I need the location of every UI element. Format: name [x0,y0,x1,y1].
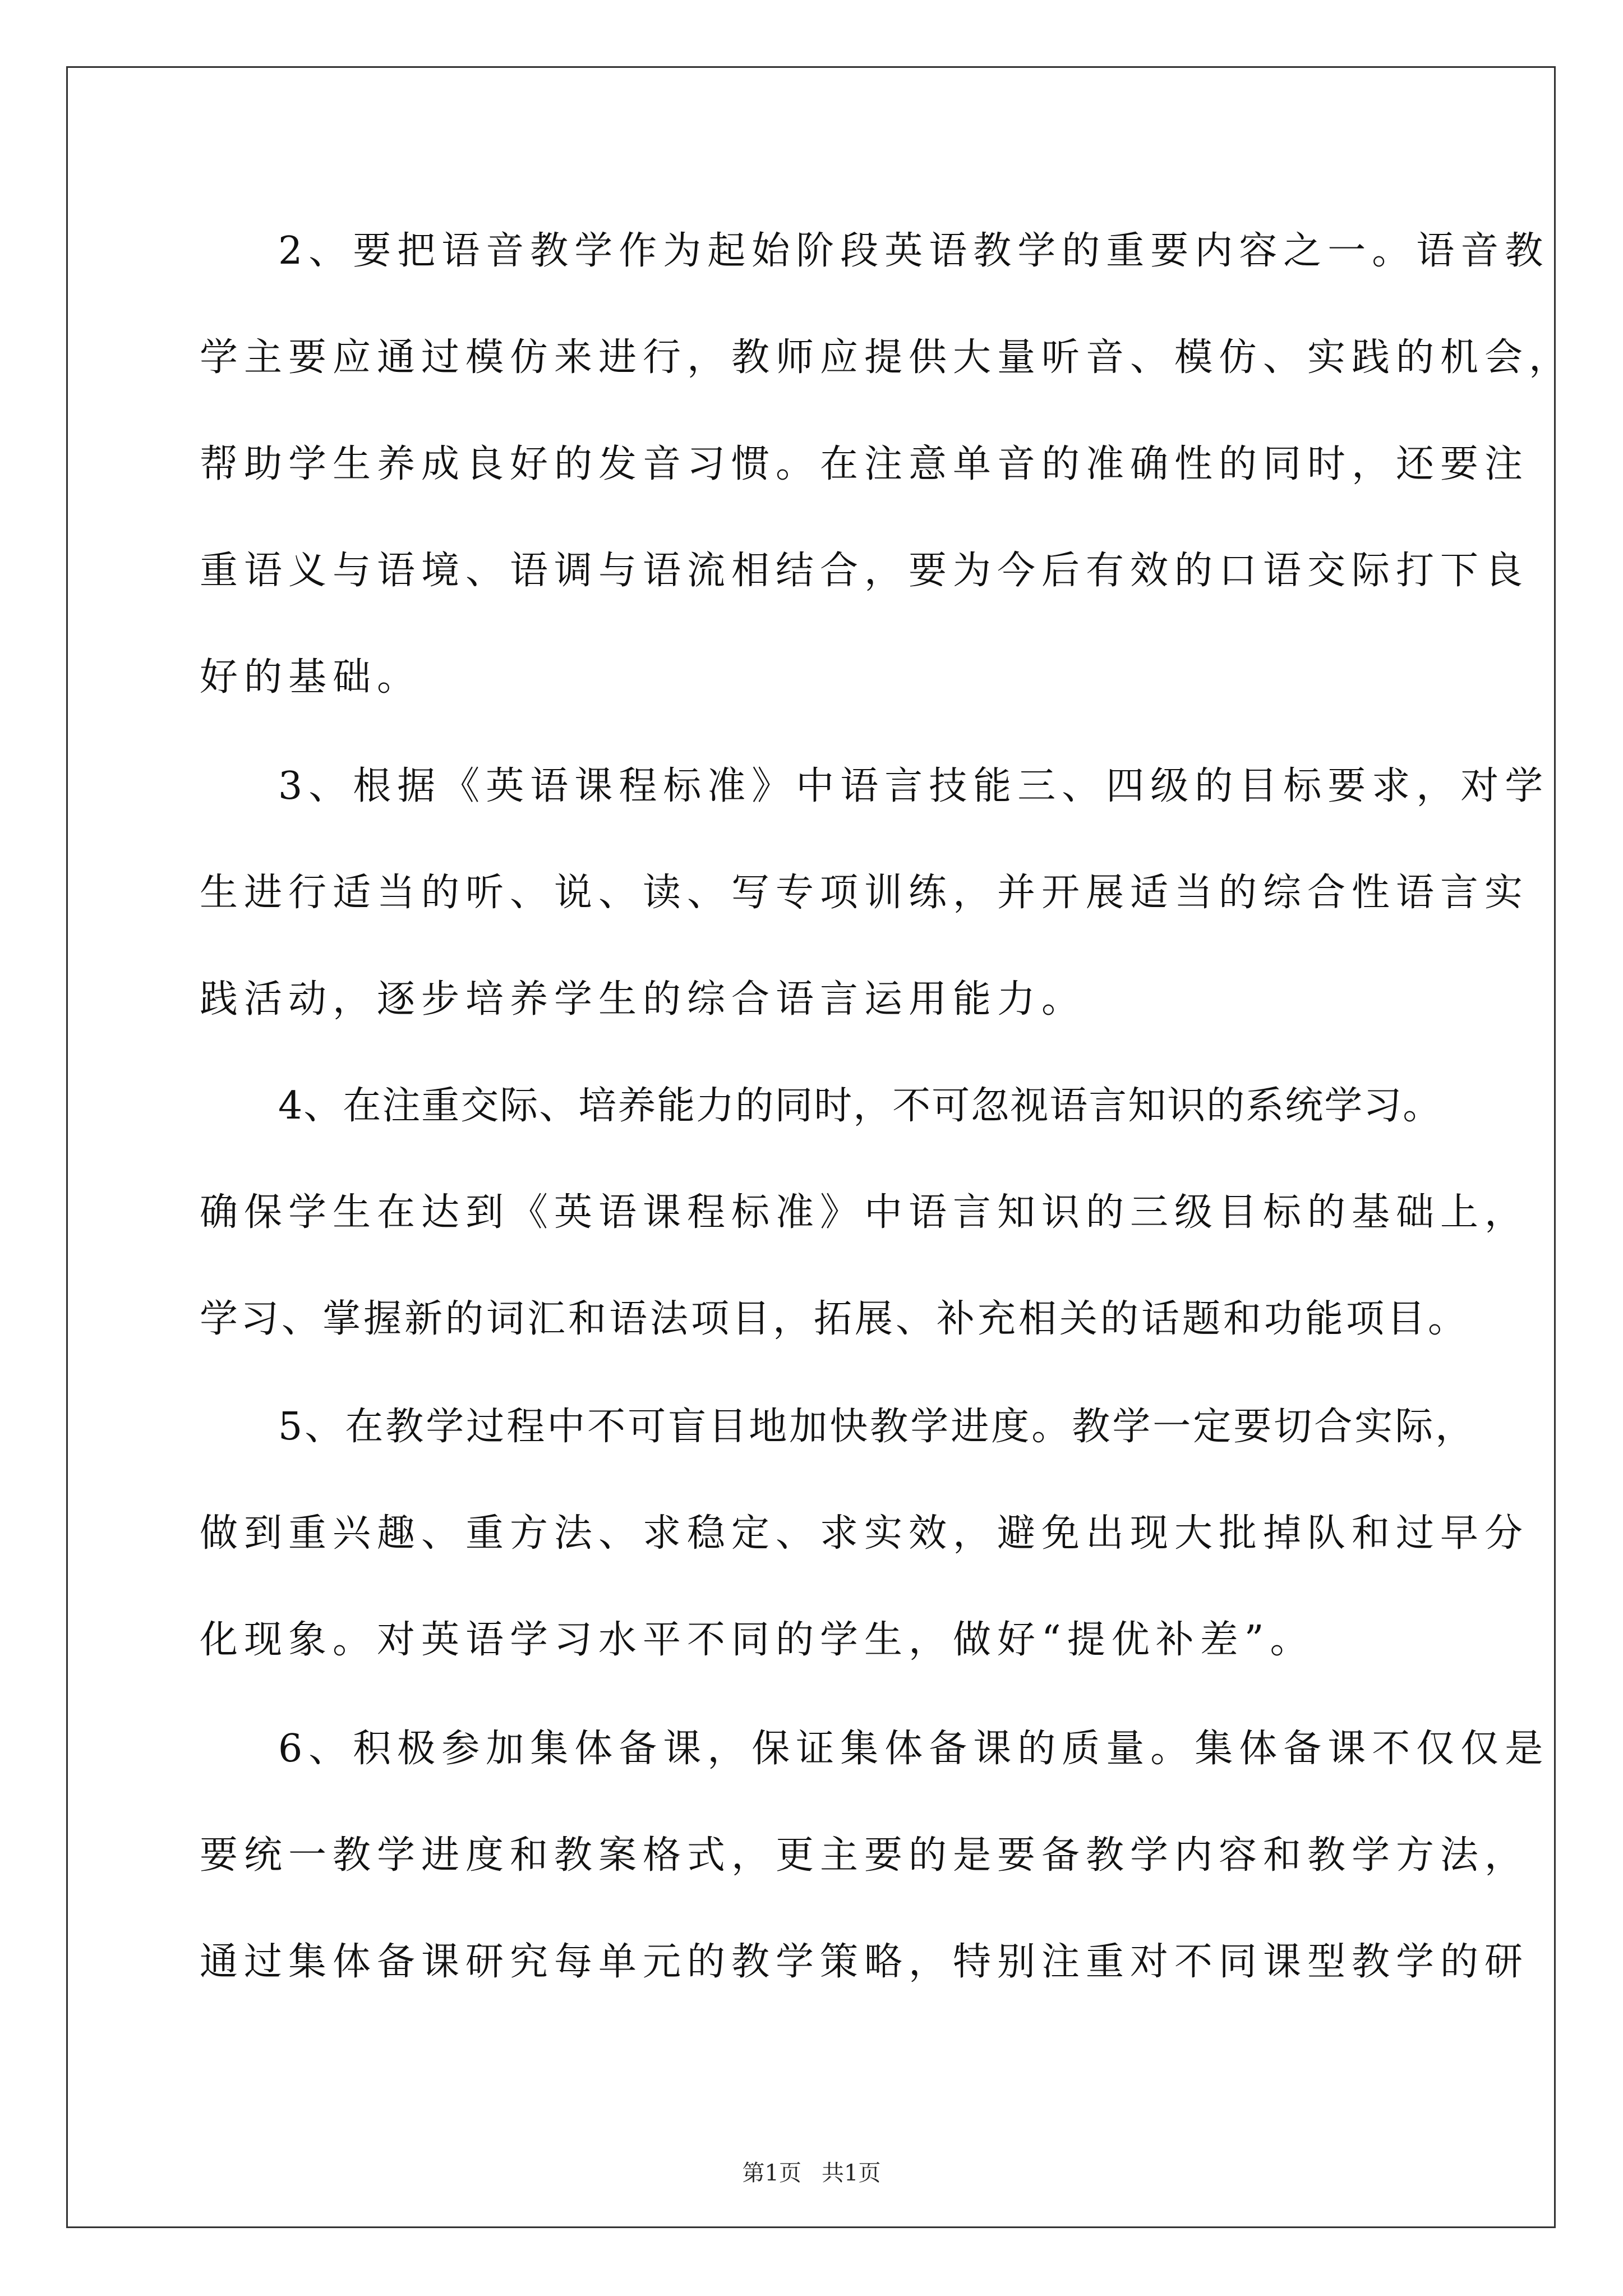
paragraph-5-line-1: 5、在教学过程中不可盲目地加快教学进度。教学一定要切合实际， [278,1405,1476,1449]
paragraph-5-line-2: 做到重兴趣、重方法、求稳定、求实效，避免出现大批掉队和过早分 [200,1511,1529,1556]
paragraph-2-line-1: 2、要把语音教学作为起始阶段英语教学的重要内容之一。语音教 [278,229,1550,273]
paragraph-6-line-2: 要统一教学进度和教案格式，更主要的是要备教学内容和教学方法， [200,1833,1529,1878]
paragraph-3-line-3: 践活动，逐步培养学生的综合语言运用能力。 [200,977,1086,1022]
page-total: 共1页 [822,2160,881,2186]
paragraph-2-line-2: 学主要应通过模仿来进行，教师应提供大量听音、模仿、实践的机会， [200,335,1574,380]
paragraph-3-line-2: 生进行适当的听、说、读、写专项训练，并开展适当的综合性语言实 [200,871,1529,915]
page-border [66,66,1556,2228]
paragraph-4-line-1: 4、在注重交际、培养能力的同时，不可忽视语言知识的系统学习。 [278,1084,1442,1128]
paragraph-2-line-5: 好的基础。 [200,655,422,700]
page-number: 第1页 [742,2160,801,2186]
paragraph-6-line-3: 通过集体备课研究每单元的教学策略，特别注重对不同课型教学的研 [200,1940,1529,1984]
paragraph-3-line-1: 3、根据《英语课程标准》中语言技能三、四级的目标要求，对学 [278,764,1550,808]
paragraph-4-line-2: 确保学生在达到《英语课程标准》中语言知识的三级目标的基础上， [200,1190,1529,1235]
paragraph-5-line-3: 化现象。对英语学习水平不同的学生，做好“提优补差”。 [200,1618,1315,1662]
paragraph-4-line-3: 学习、掌握新的词汇和语法项目，拓展、补充相关的话题和功能项目。 [200,1297,1469,1341]
paragraph-2-line-4: 重语义与语境、语调与语流相结合，要为今后有效的口语交际打下良 [200,549,1529,593]
page-footer [0,2159,1623,2188]
paragraph-2-line-3: 帮助学生养成良好的发音习惯。在注意单音的准确性的同时，还要注 [200,442,1529,486]
paragraph-6-line-1: 6、积极参加集体备课，保证集体备课的质量。集体备课不仅仅是 [278,1727,1550,1771]
